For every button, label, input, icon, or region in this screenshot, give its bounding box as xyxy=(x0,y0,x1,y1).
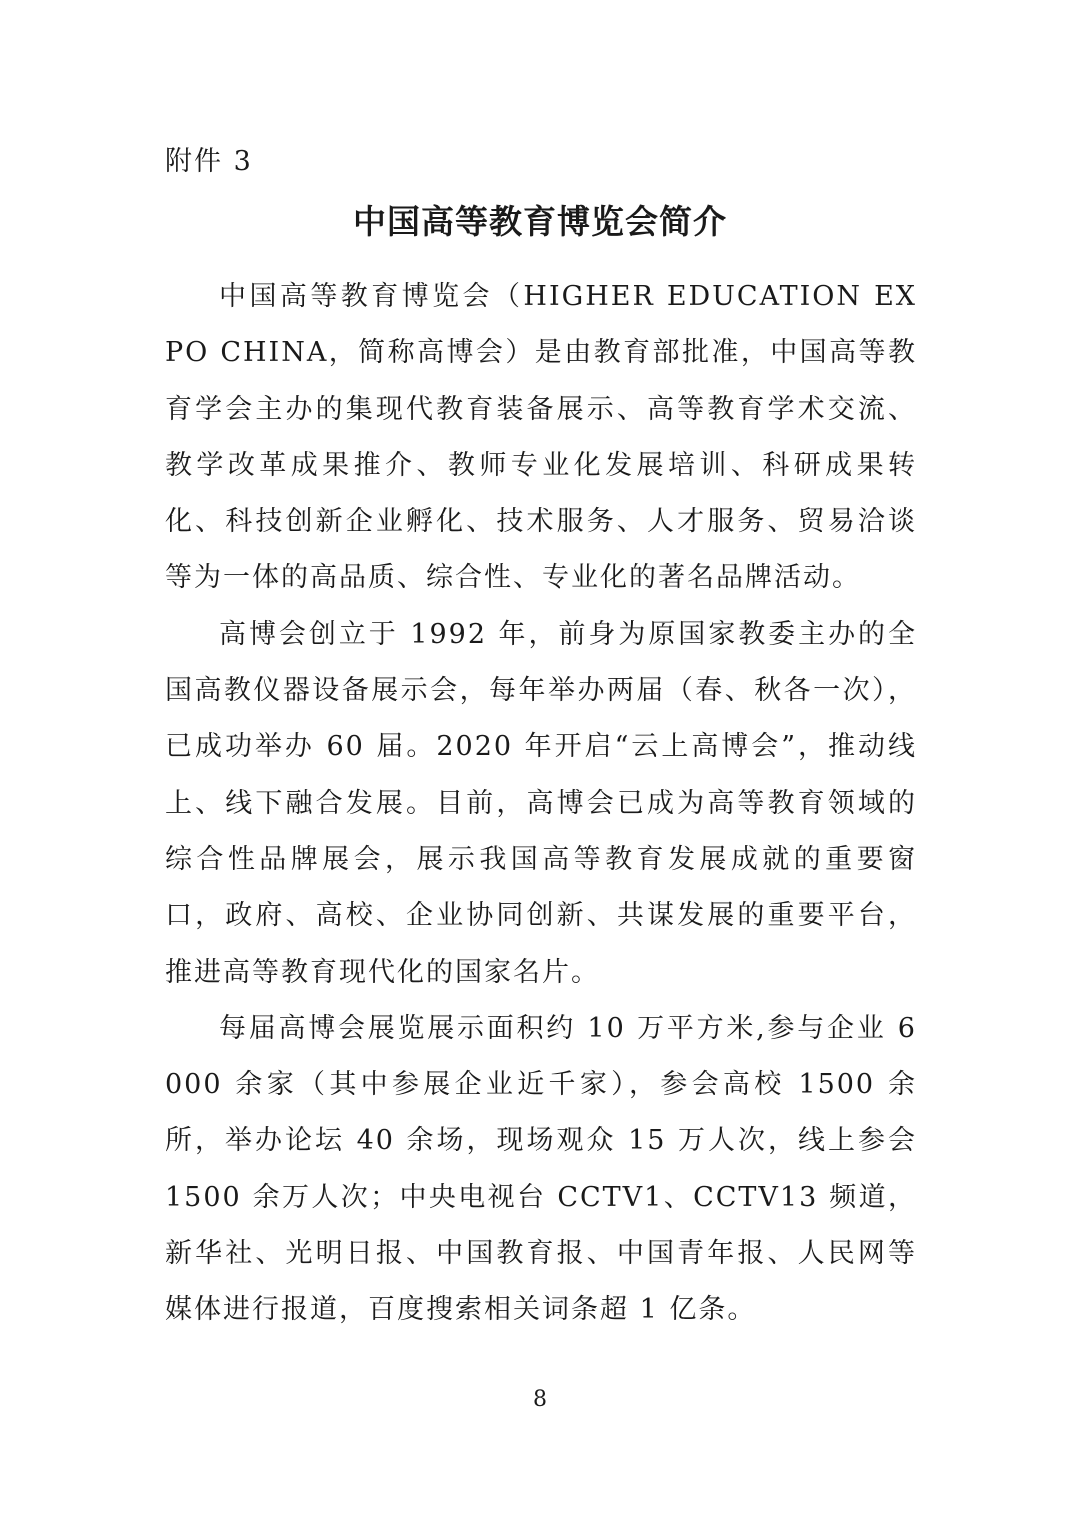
document-title: 中国高等教育博览会简介 xyxy=(353,202,727,241)
paragraph-scale: 每届高博会展览展示面积约 10 万平方米,参与企业 6000 余家（其中参展企业近千家），参会高校 1500 余所，举办论坛 40 余场，现场观众 15 万人次，线上参会 1500 余万人次；中央电视台 CCTV1、CCTV13 频道，新华社、光明日报、中国教育报、中国青年报、人民网等媒体进行报道，百度搜索相关词条超 1 亿条。 xyxy=(165,1012,917,1326)
paragraph-history: 高博会创立于 1992 年，前身为原国家教委主办的全国高教仪器设备展示会，每年举办两届（春、秋各一次），已成功举办 60 届。2020 年开启“云上高博会”，推动线上、线下融合发展。目前，高博会已成为高等教育领域的综合性品牌展会，展示我国高等教育发展成就的重要窗口，政府、高校、企业协同创新、共谋发展的重要平台，推进高等教育现代化的国家名片。 xyxy=(165,618,917,988)
paragraph-intro: 中国高等教育博览会（HIGHER EDUCATION EXPO CHINA，简称高博会）是由教育部批准，中国高等教育学会主办的集现代教育装备展示、高等教育学术交流、教学改革成果推介、教师专业化发展培训、科研成果转化、科技创新企业孵化、技术服务、人才服务、贸易洽谈等为一体的高品质、综合性、专业化的著名品牌活动。 xyxy=(165,281,917,594)
page-number: 8 xyxy=(533,1387,547,1412)
attachment-label: 附件 3 xyxy=(165,146,253,177)
document-body xyxy=(165,269,917,1339)
